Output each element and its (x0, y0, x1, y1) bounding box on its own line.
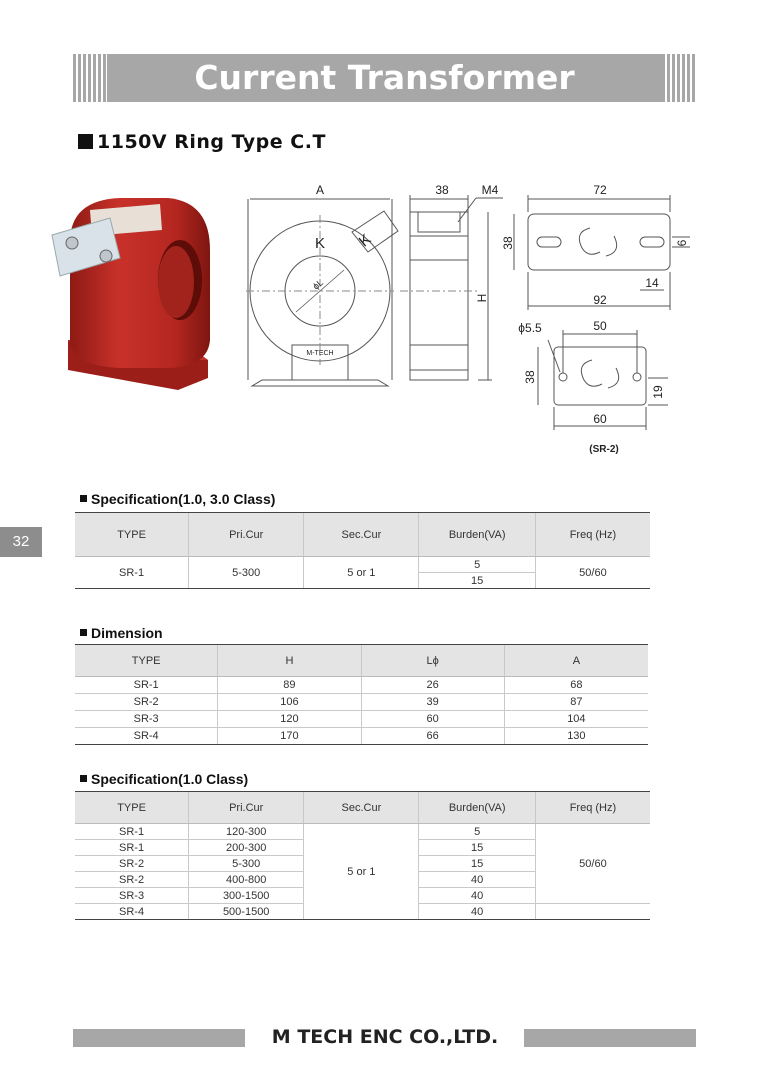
col-header: TYPE (75, 645, 218, 677)
table-cell: 5 (419, 557, 535, 573)
table-cell: SR-2 (75, 856, 189, 872)
table-cell: 5 or 1 (304, 824, 419, 920)
col-header: Lϕ (361, 645, 504, 677)
table-cell: 50/60 (535, 824, 650, 904)
spec1-table (75, 512, 650, 589)
table-cell: 5 or 1 (304, 557, 419, 589)
spec2-table (75, 791, 650, 920)
dim-92-label: 92 (593, 293, 607, 307)
table-cell: SR-4 (75, 904, 189, 920)
table-cell: SR-1 (75, 840, 189, 856)
dim-19-label: 19 (651, 385, 665, 399)
table-row (75, 824, 650, 840)
dim-38c-label: 38 (523, 370, 537, 384)
table-cell: 120-300 (189, 824, 304, 840)
table-row (75, 694, 648, 711)
drawing-caption: (SR-2) (589, 444, 619, 455)
table-cell: 15 (419, 840, 535, 856)
col-header: Freq (Hz) (535, 513, 650, 557)
hole-dia-label: ϕ5.5 (518, 321, 542, 335)
table-cell: 89 (218, 677, 361, 694)
table-cell: 87 (504, 694, 648, 711)
table-cell: 500-1500 (189, 904, 304, 920)
col-header: Pri.Cur (189, 792, 304, 824)
table-row (75, 677, 648, 694)
company-name: M TECH ENC CO.,LTD. (271, 1026, 499, 1048)
col-header: Burden(VA) (419, 513, 535, 557)
table-cell: 104 (504, 711, 648, 728)
table-cell: 39 (361, 694, 504, 711)
dim-72-label: 72 (593, 183, 607, 197)
terminal-k-label-2: K (355, 230, 375, 251)
spec2-title: Specification(1.0 Class) (80, 771, 248, 787)
col-header: Pri.Cur (189, 513, 304, 557)
dim-a-label: A (315, 183, 325, 197)
table-cell: 300-1500 (189, 888, 304, 904)
table-cell: 5-300 (189, 856, 304, 872)
table-cell: 66 (361, 728, 504, 745)
dim-14-label: 14 (645, 276, 659, 290)
table-cell: 200-300 (189, 840, 304, 856)
table-cell: 5-300 (189, 557, 304, 589)
table-cell: 40 (419, 872, 535, 888)
page-number-tab: 32 (0, 527, 42, 557)
table-cell: 5 (419, 824, 535, 840)
dim-50-label: 50 (593, 319, 607, 333)
table-cell: 15 (419, 856, 535, 872)
technical-drawing (0, 0, 769, 480)
square-bullet-icon (80, 495, 87, 502)
inner-dia-label: ϕL (310, 277, 325, 292)
col-header: A (504, 645, 648, 677)
table-cell: SR-3 (75, 888, 189, 904)
dim-60-label: 60 (593, 412, 607, 426)
dim-h-label: H (475, 293, 489, 303)
screw-m4-label: M4 (481, 183, 499, 197)
table-cell: SR-3 (75, 711, 218, 728)
product-subtitle: 1150V Ring Type C.T (78, 131, 326, 153)
spec1-title: Specification(1.0, 3.0 Class) (80, 491, 275, 507)
table-cell: 50/60 (535, 557, 650, 589)
table-cell: SR-4 (75, 728, 218, 745)
col-header: H (218, 645, 361, 677)
table-cell: 26 (361, 677, 504, 694)
table-row (75, 728, 648, 745)
dim-6-label: 6 (675, 239, 689, 247)
table-cell: 40 (419, 888, 535, 904)
col-header: Sec.Cur (304, 792, 419, 824)
col-header: TYPE (75, 513, 189, 557)
dim-38-label: 38 (435, 183, 449, 197)
page-title: Current Transformer (194, 58, 575, 97)
footer-bar-right (524, 1029, 696, 1047)
col-header: Burden(VA) (419, 792, 535, 824)
table-cell: 170 (218, 728, 361, 745)
square-bullet-icon (80, 775, 87, 782)
square-bullet-icon (80, 629, 87, 636)
table-cell: 120 (218, 711, 361, 728)
table-cell: 60 (361, 711, 504, 728)
col-header: Sec.Cur (304, 513, 419, 557)
footer-bar-left (73, 1029, 245, 1047)
table-row (75, 711, 648, 728)
dim-38b-label: 38 (501, 236, 515, 250)
nameplate-label: M-TECH (306, 350, 334, 357)
col-header: TYPE (75, 792, 189, 824)
table-cell: 68 (504, 677, 648, 694)
terminal-k-label: K (314, 235, 326, 252)
col-header: Freq (Hz) (535, 792, 650, 824)
table-cell: SR-1 (75, 557, 189, 589)
table-cell: 400-800 (189, 872, 304, 888)
table-cell: SR-2 (75, 872, 189, 888)
table-cell: 15 (419, 573, 535, 589)
table-cell: SR-2 (75, 694, 218, 711)
table-cell: SR-1 (75, 677, 218, 694)
dimension-title: Dimension (80, 625, 163, 641)
table-cell: SR-1 (75, 824, 189, 840)
dimension-table (75, 644, 648, 745)
table-cell: 40 (419, 904, 535, 920)
table-cell (535, 904, 650, 920)
table-cell: 106 (218, 694, 361, 711)
table-cell: 130 (504, 728, 648, 745)
